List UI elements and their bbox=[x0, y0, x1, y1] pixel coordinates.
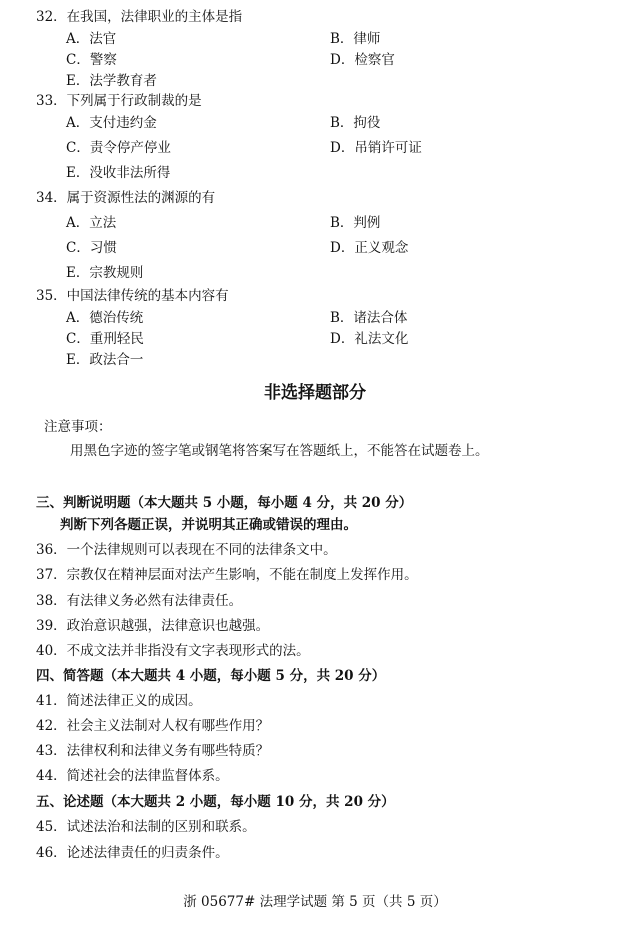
option: A．法官 bbox=[66, 31, 117, 47]
option: C．警察 bbox=[66, 52, 117, 68]
option: D．检察官 bbox=[330, 52, 395, 68]
question-stem: 34．属于资源性法的渊源的有 bbox=[36, 190, 216, 206]
question-item: 42．社会主义法制对人权有哪些作用？ bbox=[36, 718, 270, 734]
question-item: 43．法律权利和法律义务有哪些特质？ bbox=[36, 743, 270, 759]
option: B．判例 bbox=[330, 215, 381, 231]
section-heading: 三、判断说明题（本大题共 5 小题，每小题 4 分，共 20 分） bbox=[36, 495, 413, 511]
notice-title: 注意事项： bbox=[44, 419, 112, 435]
question-item: 38．有法律义务必然有法律责任。 bbox=[36, 593, 243, 609]
notice-text: 用黑色字迹的签字笔或钢笔将答案写在答题纸上，不能答在试题卷上。 bbox=[70, 443, 489, 459]
option: C．重刑轻民 bbox=[66, 331, 144, 347]
nonchoice-heading: 非选择题部分 bbox=[264, 383, 366, 403]
question-item: 36．一个法律规则可以表现在不同的法律条文中。 bbox=[36, 542, 337, 558]
question-stem: 32．在我国，法律职业的主体是指 bbox=[36, 9, 243, 25]
option: E．没收非法所得 bbox=[66, 165, 171, 181]
option: E．宗教规则 bbox=[66, 265, 144, 281]
option: D．吊销许可证 bbox=[330, 140, 422, 156]
question-item: 46．论述法律责任的归责条件。 bbox=[36, 845, 229, 861]
option: A．支付违约金 bbox=[66, 115, 157, 131]
question-item: 37．宗教仅在精神层面对法产生影响，不能在制度上发挥作用。 bbox=[36, 567, 418, 583]
question-stem: 33．下列属于行政制裁的是 bbox=[36, 93, 202, 109]
option: A．德治传统 bbox=[66, 310, 144, 326]
section-heading: 五、论述题（本大题共 2 小题，每小题 10 分，共 20 分） bbox=[36, 794, 395, 810]
question-item: 45．试述法治和法制的区别和联系。 bbox=[36, 819, 256, 835]
option: D．正义观念 bbox=[330, 240, 409, 256]
question-item: 39．政治意识越强，法律意识也越强。 bbox=[36, 618, 270, 634]
page-footer: 浙 05677# 法理学试题 第 5 页（共 5 页） bbox=[183, 894, 447, 910]
question-item: 44．简述社会的法律监督体系。 bbox=[36, 768, 229, 784]
option: A．立法 bbox=[66, 215, 117, 231]
option: C．责令停产停业 bbox=[66, 140, 171, 156]
option: E．法学教育者 bbox=[66, 73, 157, 89]
option: B．诸法合体 bbox=[330, 310, 408, 326]
question-item: 41．简述法律正义的成因。 bbox=[36, 693, 202, 709]
section-instruction: 判断下列各题正误，并说明其正确或错误的理由。 bbox=[60, 517, 357, 533]
question-stem: 35．中国法律传统的基本内容有 bbox=[36, 288, 229, 304]
option: C．习惯 bbox=[66, 240, 117, 256]
option: B．律师 bbox=[330, 31, 381, 47]
question-item: 40．不成文法并非指没有文字表现形式的法。 bbox=[36, 643, 310, 659]
option: E．政法合一 bbox=[66, 352, 144, 368]
option: B．拘役 bbox=[330, 115, 381, 131]
option: D．礼法文化 bbox=[330, 331, 409, 347]
section-heading: 四、简答题（本大题共 4 小题，每小题 5 分，共 20 分） bbox=[36, 668, 386, 684]
